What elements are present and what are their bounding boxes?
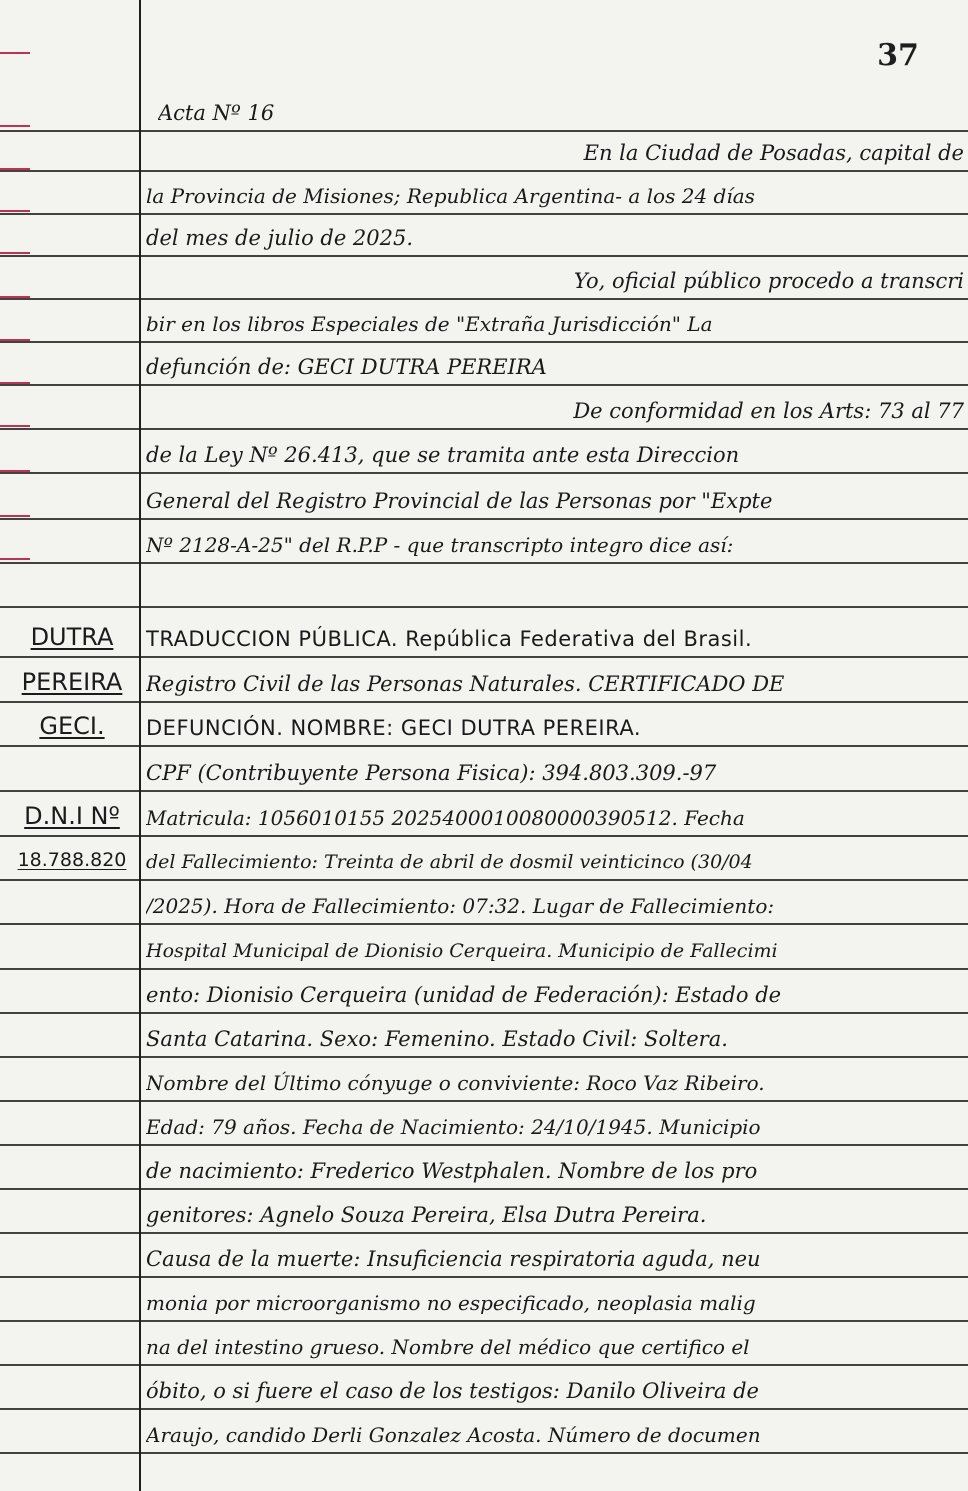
margin-note-given-name: GECI. <box>39 712 105 740</box>
text-line: Nombre del Último cónyuge o conviviente: Roco Vaz Ribeiro. <box>146 1071 765 1095</box>
text-line: Edad: 79 años. Fecha de Nacimiento: 24/10/1945. Municipio <box>146 1115 761 1139</box>
margin-note-dni-number: 18.788.820 <box>17 849 127 871</box>
text-line: óbito, o si fuere el caso de los testigos: Danilo Oliveira de <box>146 1379 759 1403</box>
text-line: TRADUCCION PÚBLICA. República Federativa del Brasil. <box>146 627 753 651</box>
text-line: Causa de la muerte: Insuficiencia respiratoria aguda, neu <box>146 1247 761 1271</box>
text-line: CPF (Contribuyente Persona Fisica): 394.803.309.-97 <box>146 761 717 785</box>
text-line: En la Ciudad de Posadas, capital de <box>583 141 964 165</box>
text-line: Yo, oficial público procedo a transcri <box>573 269 964 293</box>
margin-note-surname-1: DUTRA <box>30 623 114 651</box>
text-line: de nacimiento: Frederico Westphalen. Nombre de los pro <box>146 1159 758 1183</box>
text-line: de la Ley Nº 26.413, que se tramita ante esta Direccion <box>146 443 740 467</box>
page-number: 37 <box>877 38 919 73</box>
text-line: del mes de julio de 2025. <box>146 226 414 250</box>
text-line: la Provincia de Misiones; Republica Argentina- a los 24 días <box>146 184 755 208</box>
text-line: Santa Catarina. Sexo: Femenino. Estado Civil: Soltera. <box>146 1027 728 1051</box>
text-line: General del Registro Provincial de las Personas por "Expte <box>146 489 773 513</box>
text-line: DEFUNCIÓN. NOMBRE: GECI DUTRA PEREIRA. <box>146 716 642 740</box>
text-line: bir en los libros Especiales de "Extraña Jurisdicción" La <box>146 312 713 336</box>
text-line: Registro Civil de las Personas Naturales. CERTIFICADO DE <box>146 672 785 696</box>
text-line: /2025). Hora de Fallecimiento: 07:32. Lugar de Fallecimiento: <box>146 894 775 918</box>
act-number: Acta Nº 16 <box>158 101 275 125</box>
margin-note-dni-label: D.N.I Nº <box>24 802 120 830</box>
margin-note-surname-2: PEREIRA <box>21 668 123 696</box>
text-line: Araujo, candido Derli Gonzalez Acosta. Número de documen <box>146 1423 761 1447</box>
text-line: monia por microorganismo no especificado, neoplasia malig <box>146 1291 756 1315</box>
text-line: ento: Dionisio Cerqueira (unidad de Federación): Estado de <box>146 983 782 1007</box>
text-line: del Fallecimiento: Treinta de abril de dosmil veinticinco (30/04 <box>146 851 753 873</box>
text-line: genitores: Agnelo Souza Pereira, Elsa Dutra Pereira. <box>146 1203 707 1227</box>
text-line: De conformidad en los Arts: 73 al 77 <box>573 399 964 423</box>
text-line: Nº 2128-A-25" del R.P.P - que transcripto integro dice así: <box>146 533 734 557</box>
text-line: Hospital Municipal de Dionisio Cerqueira. Municipio de Fallecimi <box>146 940 778 962</box>
text-line: na del intestino grueso. Nombre del médico que certifico el <box>146 1335 750 1359</box>
text-line: Matricula: 1056010155 2025400010080000390512. Fecha <box>146 806 745 830</box>
text-line: defunción de: GECI DUTRA PEREIRA <box>146 355 547 379</box>
